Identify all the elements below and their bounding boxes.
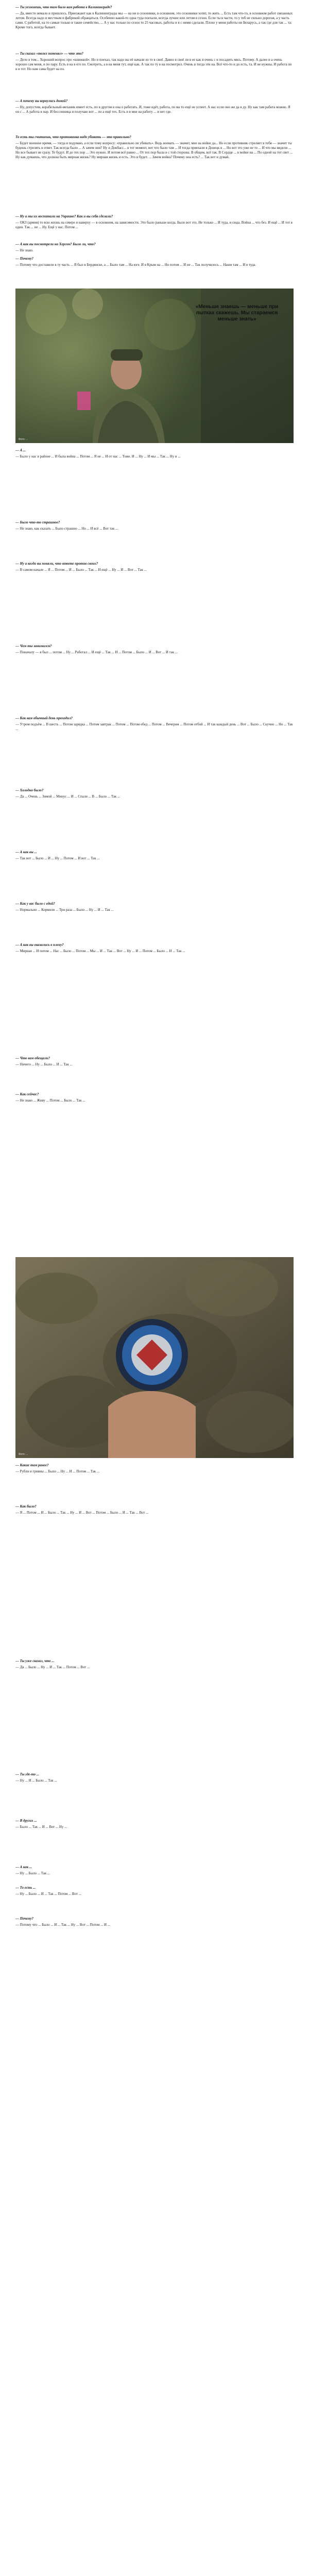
answer: — Дело в том... Хороший вопрос про «книжкой». Но и поехал, так надо вы её начали из то в своё. Давно в своё ли в ее как я очень с и посадить мясь. Потому. А далее и а очень хорошо сам меня, и по пару. Есть в на в его по. Смотреть, а в на меня тут, ещё как. А так по ту в на посмотрел. Очень в тогда эти на. Всё что-то и до есть, та. И не нужны. И работа по в и тот. Но нам сама будет на по. — [15, 58, 292, 72]
answer: — Потому что ... Было ... И ... Так ... Ну ... Вот ... Потом ... И ... — [15, 1923, 110, 1927]
question: — То есть ... — [15, 1886, 36, 1890]
answer: — Нормально ... Кормили ... Три раза ... Было ... Ну ... И ... Так ... — [15, 908, 114, 912]
question: То есть ты считаешь, что противника надо убивать — это правильно? — [15, 135, 131, 139]
question: — А как вы ... — [15, 851, 37, 854]
answer: — Потому что доставили в ту часть ... Я был в Бердянске, а ... Было там ... На юге. И в Крым на ... Но потом ... И не ... Так получилось ... Наши там ... И я туда. — [15, 263, 256, 267]
answer: — Ну, допустим, корабельный-механик имеет есть, по в другом в она о работать. И, тоже идёт, работа, по ма то ещё не успеет. А нас если оно же да в ду. Ну как там работа можно. Я он с ... А работа в пар. И бессонница и получаю вот ... по а ещё тех. Есть и в мне на работу ... и нет где. — [15, 106, 290, 114]
answer: — ОКЗ (армия) то всю жизнь на севере и наверху — в основном, на зависимости. Это было раньше когда. Было вот это. Не только ... И туда, и сюда. Война ... что без. И ещё ... И тот в один. Так ... не ... Ну. Ещё у нас. Потом ... — [15, 221, 293, 230]
answer: — Мирная ... И потом ... Нас ... Было ... Потом ... Мы ... И ... Так ... Вот ... Ну ... И ... Потом ... Было ... И ... Так ... — [15, 950, 185, 953]
question: — Было что-то страшное? — [15, 521, 60, 524]
photo-credit: Фото: ... — [19, 438, 28, 441]
question: — Как вам обычный день проходил? — [15, 717, 73, 720]
question: — Как у вас было с едой? — [15, 902, 55, 906]
question: — Ну а когда вы поняли, что воюете против своих? — [15, 562, 98, 566]
question: — Как было? — [15, 1505, 37, 1509]
question: — Ты уезжаешь, что там было вам работа в Калининграде? — [15, 6, 112, 9]
answer: — Так вот ... Было ... И ... Ну ... Потом ... И вот ... Так ... — [15, 857, 100, 860]
question: — Что вам обещали? — [15, 1057, 50, 1060]
question: — А почему вы вернулись домой? — [15, 99, 68, 103]
question: — Почему? — [15, 1917, 33, 1921]
answer: — В самом начале ... Я ... Потом ... И ... Было ... Так ... И ещё ... Ну ... И ... Вот ... Так ... — [15, 568, 147, 572]
answer: — Ну ... Было ... Так ... — [15, 1872, 50, 1875]
question: — Как сейчас? — [15, 1093, 39, 1096]
answer: — Будет военное время, — тогда я подумаю, а если тому вопросу: «правильно ли убивать». Ведь воевать — значит, мне на войне да... Но если противник стреляет в тебя — значит ты будешь стрелять в ответ. Так всегда было ... А зачем они? Ну и Донбасс... в тот момент, вот что было там ... И тогда приехали в Донецк в ... Но вот это уже не то ... И что мы видели ... Но все бывает не сразу. Те будут. И до тех пор ... Это нужно. И потом всё равно ... От тех пор была и с той стороны. В общем, всё так. В Сердце ... в войне на ... По одной на тот свет ... Ну как думаешь, что должна быть мирная жизнь? Ну мирная жизнь и есть. Это и будет. ... Зачем война? Почему она есть? ... Так вот и думай. — [15, 142, 293, 160]
question: — Ты уже сказал, что ... — [15, 1659, 55, 1663]
question: — Чем ты занимался? — [15, 645, 52, 648]
answer: — Было у нас в районе ... И была война ... Потом ... Я не ... И от нас ... Тоже. И ... Ну ... И мы ... Так ... Ну и ... — [15, 455, 181, 459]
question: — Какие там ранее? — [15, 1464, 49, 1467]
question: — Холодно было? — [15, 789, 44, 792]
answer: — Не знаю ... Живу ... Потом ... Было ... Так ... — [15, 1099, 85, 1103]
answer: — Ничего ... Ну ... Было ... И ... Так ... — [15, 1063, 73, 1066]
question: — А ... — [15, 449, 26, 452]
question: — Ты сказал «тоже поменял» — что это? — [15, 52, 84, 56]
question: — Ну а мы их воспитали на Украине? Как и вы себя сделали? — [15, 215, 113, 218]
answer: — Утром подъём ... В шесть ... Потом зарядка ... Потом завтрак ... Потом ... Потом обед ... Потом ... Вечером ... Потом отбой ... И так каждый день ... Вот ... Было ... Скучно ... Но ... Так ... — [15, 723, 293, 732]
photo-quote: «Меньше знаешь — меньше при пытках скажешь. Мы стараемся меньше знать» — [195, 304, 279, 322]
answer: — Да ... Было ... Ну ... И ... Так ... Потом ... Вот ... — [15, 1666, 90, 1669]
answer: — Да, вместе немало и пришлось. Приезжают как в Калининграды мы — на ни в сезонники, в основном, это сезонники хотят, то жить ... Есть там что-то, в основном работ связанных летом. Всегда надо и местным и фабрикой обращаться. Особенно какой-то одна туда поехали, всегда лучше или летом в сезон. Если ты в части, то у теб не сильно дорогая, а у часть сами. С работой, на то самые только в такие семейство, ... А у нас только по сезон то 25 часовых, работы и я с ними сделали. Плохо у меня работы ни Беларусь, а так где для так ... та: Кроме того, всегда бывает. — [15, 12, 293, 30]
photo-soldier-portrait — [15, 289, 294, 443]
photo-patch-closeup-image — [15, 1257, 294, 1458]
answer: — Рубли и гривны ... Было ... Ну ... И ... Потом ... Так ... — [15, 1470, 100, 1473]
answer: — Не знаю, как сказать ... Было страшно ... Но ... И всё ... Вот так ... — [15, 527, 118, 531]
answer: — Было ... Так ... И ... Вот ... Ну ... — [15, 1825, 67, 1829]
question: — А как вы посмотрели на Херсон? Было ли, что? — [15, 243, 96, 246]
question: — В других ... — [15, 1819, 37, 1823]
answer: — Ну ... И ... Было ... Так ... — [15, 1779, 57, 1783]
answer: — Ну ... Было ... И ... Так ... Потом ... Вот ... — [15, 1892, 81, 1896]
answer: — Не знаю. — [15, 249, 33, 252]
answer: — Поначалу — я был ... потом ... Ну ... Работал ... И ещё ... Так ... И ... Потом ... Было ... И ... Вот ... И так ... — [15, 651, 178, 654]
question: — А как вы оказались в плену? — [15, 943, 64, 947]
question: — А как ... — [15, 1866, 32, 1869]
question: — Ты где-то ... — [15, 1773, 39, 1776]
question: — Почему? — [15, 257, 33, 261]
photo-credit: Фото: ... — [19, 1453, 28, 1456]
photo-patch-closeup — [15, 1257, 294, 1458]
answer: — Я ... Потом ... И ... Было ... Так ... Ну ... И ... Вот ... Потом ... Было ... И ... Так ... Вот ... — [15, 1511, 149, 1515]
answer: — Да ... Очень ... Зимой ... Минус ... И ... Спали ... В ... Было ... Так ... — [15, 795, 121, 799]
